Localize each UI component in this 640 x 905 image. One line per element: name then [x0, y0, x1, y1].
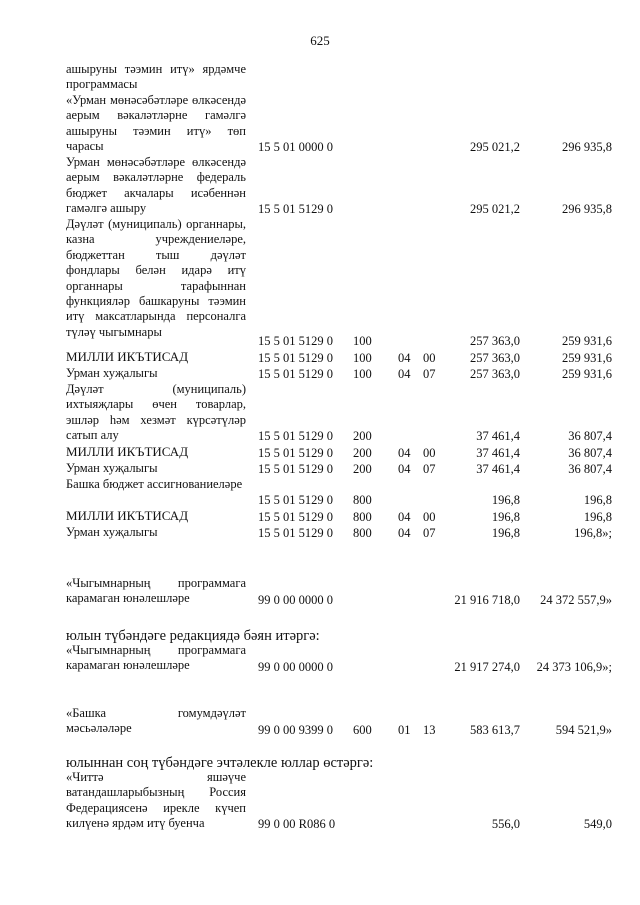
amount-year-2: 296 935,8 [562, 140, 612, 154]
target-article-code: 15 5 01 5129 0 [258, 446, 333, 460]
expense-type-code: 200 [353, 446, 372, 460]
amount-year-2: 259 931,6 [562, 367, 612, 381]
table-row [0, 382, 640, 444]
amount-year-2: 24 373 106,9»; [536, 660, 612, 674]
row-description: «Чыгымнарның программага карамаган юнәлешләре [66, 576, 246, 606]
subsection-code: 07 [423, 462, 436, 476]
amount-year-2: 259 931,6 [562, 351, 612, 365]
table-row [0, 93, 640, 155]
amount-year-1: 196,8 [491, 493, 520, 507]
target-article-code: 15 5 01 5129 0 [258, 202, 333, 216]
table-row [0, 576, 640, 608]
amount-year-1: 196,8 [491, 526, 520, 540]
amount-year-1: 21 916 718,0 [454, 593, 520, 607]
target-article-code: 15 5 01 0000 0 [258, 140, 333, 154]
amount-year-1: 37 461,4 [476, 429, 520, 443]
amount-year-1: 257 363,0 [470, 367, 520, 381]
instruction-text: юлыннан соң түбәндәге эчтәлекле юллар өстәргә: [66, 755, 374, 771]
target-article-code: 15 5 01 5129 0 [258, 351, 333, 365]
row-description: Урман хуҗалыгы [66, 366, 158, 380]
table-row [0, 508, 640, 525]
amount-year-2: 196,8 [583, 510, 612, 524]
table-row [0, 217, 640, 349]
subsection-code: 00 [423, 446, 436, 460]
expense-type-code: 600 [353, 723, 372, 737]
target-article-code: 99 0 00 R086 0 [258, 817, 336, 831]
row-description: Башка бюджет ассигнованиеләре [66, 477, 243, 491]
amount-year-2: 549,0 [583, 817, 612, 831]
expense-type-code: 100 [353, 351, 372, 365]
amount-year-1: 556,0 [491, 817, 520, 831]
target-article-code: 15 5 01 5129 0 [258, 510, 333, 524]
amount-year-2: 259 931,6 [562, 334, 612, 348]
row-description: Урман мөнәсәбәтләре өлкәсендә аерым вәкаләтләрне федераль бюджет акчалары исәбеннән гамәлгә ашыру [66, 155, 246, 216]
table-row [0, 366, 640, 382]
section-code: 04 [398, 351, 411, 365]
amount-year-2: 36 807,4 [568, 429, 612, 443]
amount-year-1: 37 461,4 [476, 446, 520, 460]
amount-year-1: 21 917 274,0 [454, 660, 520, 674]
target-article-code: 15 5 01 5129 0 [258, 334, 333, 348]
table-row [0, 461, 640, 477]
target-article-code: 15 5 01 5129 0 [258, 367, 333, 381]
amount-year-2: 196,8»; [574, 526, 612, 540]
table-row [0, 477, 640, 508]
row-description: МИЛЛИ ИКЪТИСАД [66, 444, 189, 459]
amount-year-2: 296 935,8 [562, 202, 612, 216]
table-row [0, 155, 640, 217]
expense-type-code: 800 [353, 526, 372, 540]
target-article-code: 15 5 01 5129 0 [258, 462, 333, 476]
amount-year-1: 257 363,0 [470, 334, 520, 348]
target-article-code: 99 0 00 9399 0 [258, 723, 333, 737]
amount-year-2: 24 372 557,9» [540, 593, 612, 607]
subsection-code: 07 [423, 526, 436, 540]
section-code: 04 [398, 446, 411, 460]
amount-year-1: 583 613,7 [470, 723, 520, 737]
section-code: 04 [398, 462, 411, 476]
amount-year-2: 36 807,4 [568, 446, 612, 460]
expense-type-code: 100 [353, 367, 372, 381]
table-row [0, 444, 640, 461]
target-article-code: 99 0 00 0000 0 [258, 593, 333, 607]
table-row [0, 62, 640, 93]
row-description: «Урман мөнәсәбәтләре өлкәсендә аерым вәкаләтләрне гамәлгә ашыруны тәэмин итү» төп чарасы [66, 93, 246, 154]
expense-type-code: 100 [353, 334, 372, 348]
target-article-code: 99 0 00 0000 0 [258, 660, 333, 674]
amount-year-2: 594 521,9» [555, 723, 612, 737]
row-description: МИЛЛИ ИКЪТИСАД [66, 349, 189, 364]
expense-type-code: 200 [353, 462, 372, 476]
table-row [0, 349, 640, 366]
section-code: 04 [398, 367, 411, 381]
row-description: ашыруны тәэмин итү» ярдәмче программасы [66, 62, 246, 92]
table-row [0, 525, 640, 541]
expense-type-code: 800 [353, 510, 372, 524]
row-description: «Чыгымнарның программага карамаган юнәлешләре [66, 643, 246, 673]
table-row [0, 706, 640, 738]
target-article-code: 15 5 01 5129 0 [258, 493, 333, 507]
target-article-code: 15 5 01 5129 0 [258, 429, 333, 443]
row-description: МИЛЛИ ИКЪТИСАД [66, 508, 189, 523]
subsection-code: 13 [423, 723, 436, 737]
expense-type-code: 800 [353, 493, 372, 507]
target-article-code: 15 5 01 5129 0 [258, 526, 333, 540]
section-code: 01 [398, 723, 411, 737]
amount-year-1: 295 021,2 [470, 140, 520, 154]
page-number: 625 [310, 33, 330, 48]
subsection-code: 00 [423, 351, 436, 365]
row-description: Дәүләт (муниципаль) ихтыяҗлары өчен товарлар, эшләр һәм хезмәт күрсәтүләр сатып алу [66, 382, 246, 443]
amount-year-1: 37 461,4 [476, 462, 520, 476]
row-description: Урман хуҗалыгы [66, 525, 158, 539]
subsection-code: 00 [423, 510, 436, 524]
subsection-code: 07 [423, 367, 436, 381]
row-description: «Башка гомумдәүләт мәсьәләләре [66, 706, 246, 736]
amount-year-1: 257 363,0 [470, 351, 520, 365]
row-description: Урман хуҗалыгы [66, 461, 158, 475]
amount-year-2: 196,8 [583, 493, 612, 507]
expense-type-code: 200 [353, 429, 372, 443]
row-description: Дәүләт (муниципаль) органнары, казна учреждениеләре, бюджеттан тыш дәүләт фондлары белән идарә итү органнары тарафыннан функцияләр башкаруны тәэмин итү максатларында персоналга түләү чыгымнары [66, 217, 246, 339]
instruction-text: юлын түбәндәге редакциядә бәян итәргә: [66, 628, 320, 644]
amount-year-1: 295 021,2 [470, 202, 520, 216]
row-description: «Читтә яшәүче ватандашларыбызның Россия Федерациясенә ирекле күчеп килүенә ярдәм итү буенча [66, 770, 246, 831]
section-code: 04 [398, 526, 411, 540]
table-row [0, 643, 640, 675]
amount-year-2: 36 807,4 [568, 462, 612, 476]
table-row [0, 770, 640, 832]
section-code: 04 [398, 510, 411, 524]
amount-year-1: 196,8 [491, 510, 520, 524]
